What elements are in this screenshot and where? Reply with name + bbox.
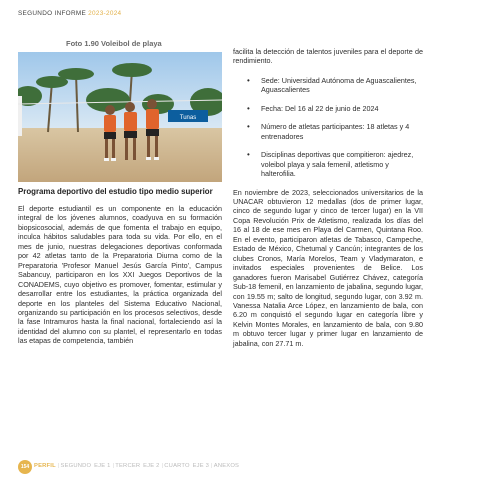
nav-item-eje-3[interactable]: EJE 3 xyxy=(192,463,210,469)
right-intro-text: facilita la detección de talentos juveniles para el deporte de rendimiento. xyxy=(233,47,423,66)
report-year: 2023-2024 xyxy=(88,10,122,17)
section-heading: Programa deportivo del estudio tipo medio superior xyxy=(18,187,213,196)
nav-item-eje-2[interactable]: EJE 2 xyxy=(143,463,160,469)
left-body-text: El deporte estudiantil es un componente en la educación integral de los jóvenes alumnos, coadyuva en su formación biopsicosocial, además de que fomenta el trabajo en equipo, inculca hábitos saludables para toda su vida. Por ello, en el mes de junio, nuestras delegaciones deportivas conformada por 42 atletas tanto de la Preparatoria Diurna como de la Preparatoria 'Profesor Manuel Jesús García Pinto', Campus Sabancuy, participaron en los XXI Juegos Deportivos de la CONADEMS, cuyo objetivo es promover, fomentar, estimular y desarrollar entre los estudiantes, la práctica organizada del deporte en los planteles del Sistema Educativo Nacional, organizando su participación en los procesos selectivos, desde la fase Intramuros hasta la final nacional, fortaleciendo así la identidad del alumno con su plantel, el representarlo en todas las etapas de competencia, también xyxy=(18,204,222,346)
nav-item-perfil[interactable]: PERFIL xyxy=(34,463,56,469)
nav-item-tercer[interactable]: TERCER xyxy=(115,463,141,469)
page-number-badge: 154 xyxy=(18,460,32,474)
page-footer xyxy=(18,460,458,474)
list-item-disciplines: • Disciplinas deportivas que compitieron: ajedrez, voleibol playa y sala femenil, atletismo y halterofilia. xyxy=(233,150,423,178)
left-column xyxy=(18,187,222,346)
report-title: SEGUNDO INFORME xyxy=(18,10,87,17)
banner-label: Tunas xyxy=(179,115,197,121)
right-body-text: En noviembre de 2023, seleccionados universitarios de la UNACAR obtuvieron 12 medallas (dos de primer lugar, cinco de segundo lugar y cinco de tercer lugar) en la VII Copa Revolución Prix de Atletismo, realizada los días del 16 al 18 de ese mes en Playa del Carmen, Quintana Roo. En el evento, participaron atletas de Tabasco, Campeche, Estado de México, Chetumal y Cancún; integrantes de los clubes Cronos, María Morelos, Team y Vladymaraton, e invitados especiales provenientes de Belice. Los ganadores fueron Marisabel Gutiérrez Chávez, categoría Sub-18 femenil, en lanzamiento de jabalina, segundo lugar, con 19.55 m; salto de longitud, segundo lugar, con 3.92 m. Vanessa Natalia Arce López, en lanzamiento de bala, con 6.20 m conquistó el segundo lugar en categoría libre y Kelvin Montes Morales, en lanzamiento de bala, con 9.80 m obtuvo tercer lugar y primer lugar en lanzamiento de jabalina, con 27.71 m. xyxy=(233,187,423,348)
figure-caption: Foto 1.90 Voleibol de playa xyxy=(66,39,162,48)
nav-item-cuarto[interactable]: CUARTO xyxy=(164,463,190,469)
nav-item-eje-1[interactable]: EJE 1 xyxy=(94,463,111,469)
list-item-date: • Fecha: Del 16 al 22 de junio de 2024 xyxy=(233,104,423,113)
section-nav: PERFIL |SEGUNDO EJE 1 |TERCER EJE 2 |CUARTO EJE 3 |ANEXOS xyxy=(34,463,240,469)
nav-item-anexos[interactable]: ANEXOS xyxy=(213,463,240,469)
list-item-venue: • Sede: Universidad Autónoma de Aguascalientes, Aguascalientes xyxy=(233,76,423,95)
nav-item-segundo[interactable]: SEGUNDO xyxy=(60,463,92,469)
event-details-list xyxy=(233,76,423,179)
list-item-athletes: • Número de atletas participantes: 18 atletas y 4 entrenadores xyxy=(233,122,423,141)
photo-illustration xyxy=(18,52,222,182)
right-column xyxy=(233,47,423,348)
report-header xyxy=(18,10,121,17)
volleyball-photo xyxy=(18,52,222,182)
